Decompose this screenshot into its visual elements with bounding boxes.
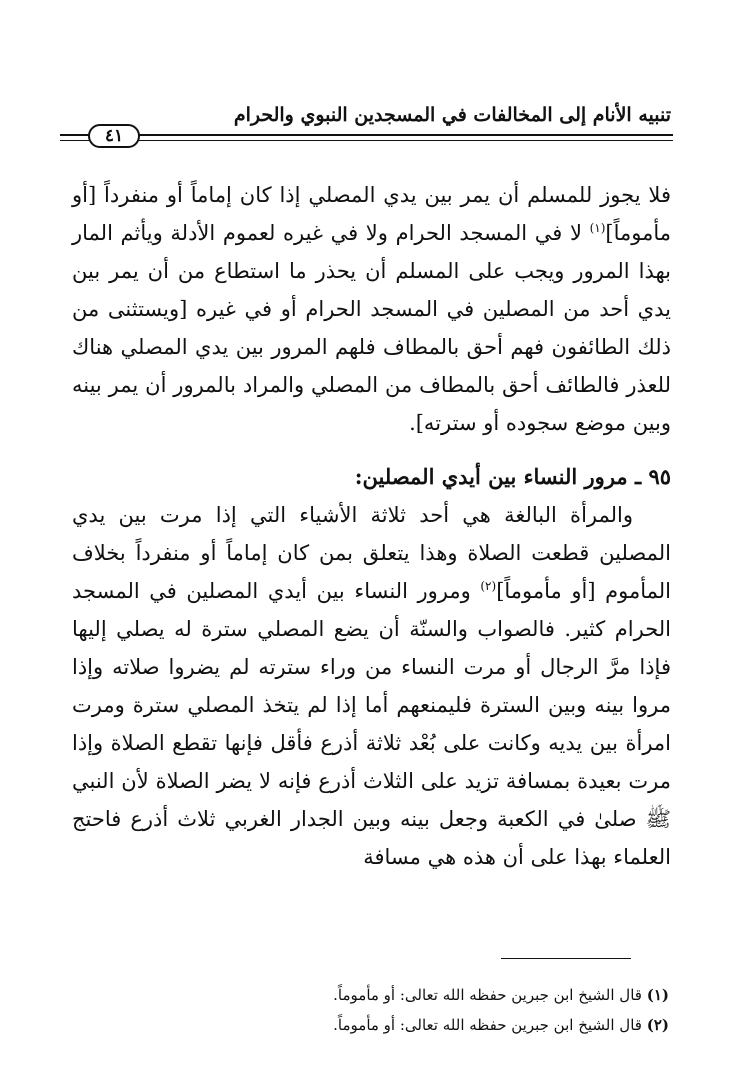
footnote-1-text: قال الشيخ ابن جبرين حفظه الله تعالى: أو مأموماً.: [333, 986, 642, 1004]
paragraph-2: [72, 496, 671, 876]
footnote-divider: [501, 958, 631, 959]
main-text: [72, 176, 671, 876]
footnote-2-text: قال الشيخ ابن جبرين حفظه الله تعالى: أو مأموماً.: [333, 1016, 642, 1034]
footnote-ref-1: (١): [589, 221, 606, 235]
footnote-2: [72, 1010, 669, 1040]
paragraph-1-part-2: لا في المسجد الحرام ولا في غيره لعموم الأدلة ويأثم المار بهذا المرور ويجب على المسلم أن يحذر ما استطاع من أن يمر بين يدي أحد من المصلين في المسجد الحرام أو في غيره [ويستثنى من ذلك الطائفون فهم أحق بالمطاف فلهم المرور بين يدي المصلي هناك للعذر فالطائف أحق بالمطاف من المصلي والمراد بالمرور أن يمر بينه وبين موضع سجوده أو سترته].: [72, 221, 671, 435]
paragraph-2-part-2: ومرور النساء بين أيدي المصلين في المسجد الحرام كثير. فالصواب والسنّة أن يضع المصلي سترة له يصلي إليها فإذا مرَّ الرجال أو مرت النساء من وراء سترته لم يضروا صلاته وإذا مروا بينه وبين السترة فليمنعهم أما إذا لم يتخذ المصلي سترة ومرت امرأة بين يديه وكانت على بُعْد ثلاثة أذرع فأقل فإنها تقطع الصلاة وإذا مرت بعيدة بمسافة تزيد على الثلاث أذرع فإنه لا يضر الصلاة لأن النبي ﷺ صلىٰ في الكعبة وجعل بينه وبين الجدار الغربي ثلاث أذرع فاحتج العلماء بهذا على أن هذه هي مسافة: [72, 579, 671, 869]
footnote-1: [72, 980, 669, 1010]
footnote-1-number: (١): [646, 986, 669, 1004]
footnotes: [72, 980, 669, 1040]
footnote-ref-2: (٢): [480, 579, 497, 593]
running-title: تنبيه الأنام إلى المخالفات في المسجدين النبوي والحرام: [233, 104, 671, 126]
paragraph-1-part-1: فلا يجوز للمسلم أن يمر بين يدي المصلي إذا كان إماماً أو منفرداً [أو مأموماً]: [72, 183, 671, 245]
header-rule: [60, 134, 673, 141]
footnote-2-number: (٢): [646, 1016, 669, 1034]
paragraph-1: [72, 176, 671, 442]
paragraph-2-part-1: والمرأة البالغة هي أحد ثلاثة الأشياء التي إذا مرت بين يدي المصلين قطعت الصلاة وهذا يتعلق بمن كان إماماً أو منفرداً بخلاف المأموم [أو مأموماً]: [72, 503, 671, 603]
section-heading-95: ٩٥ ـ مرور النساء بين أيدي المصلين:: [354, 464, 671, 489]
page-number: ٤١: [88, 124, 140, 148]
